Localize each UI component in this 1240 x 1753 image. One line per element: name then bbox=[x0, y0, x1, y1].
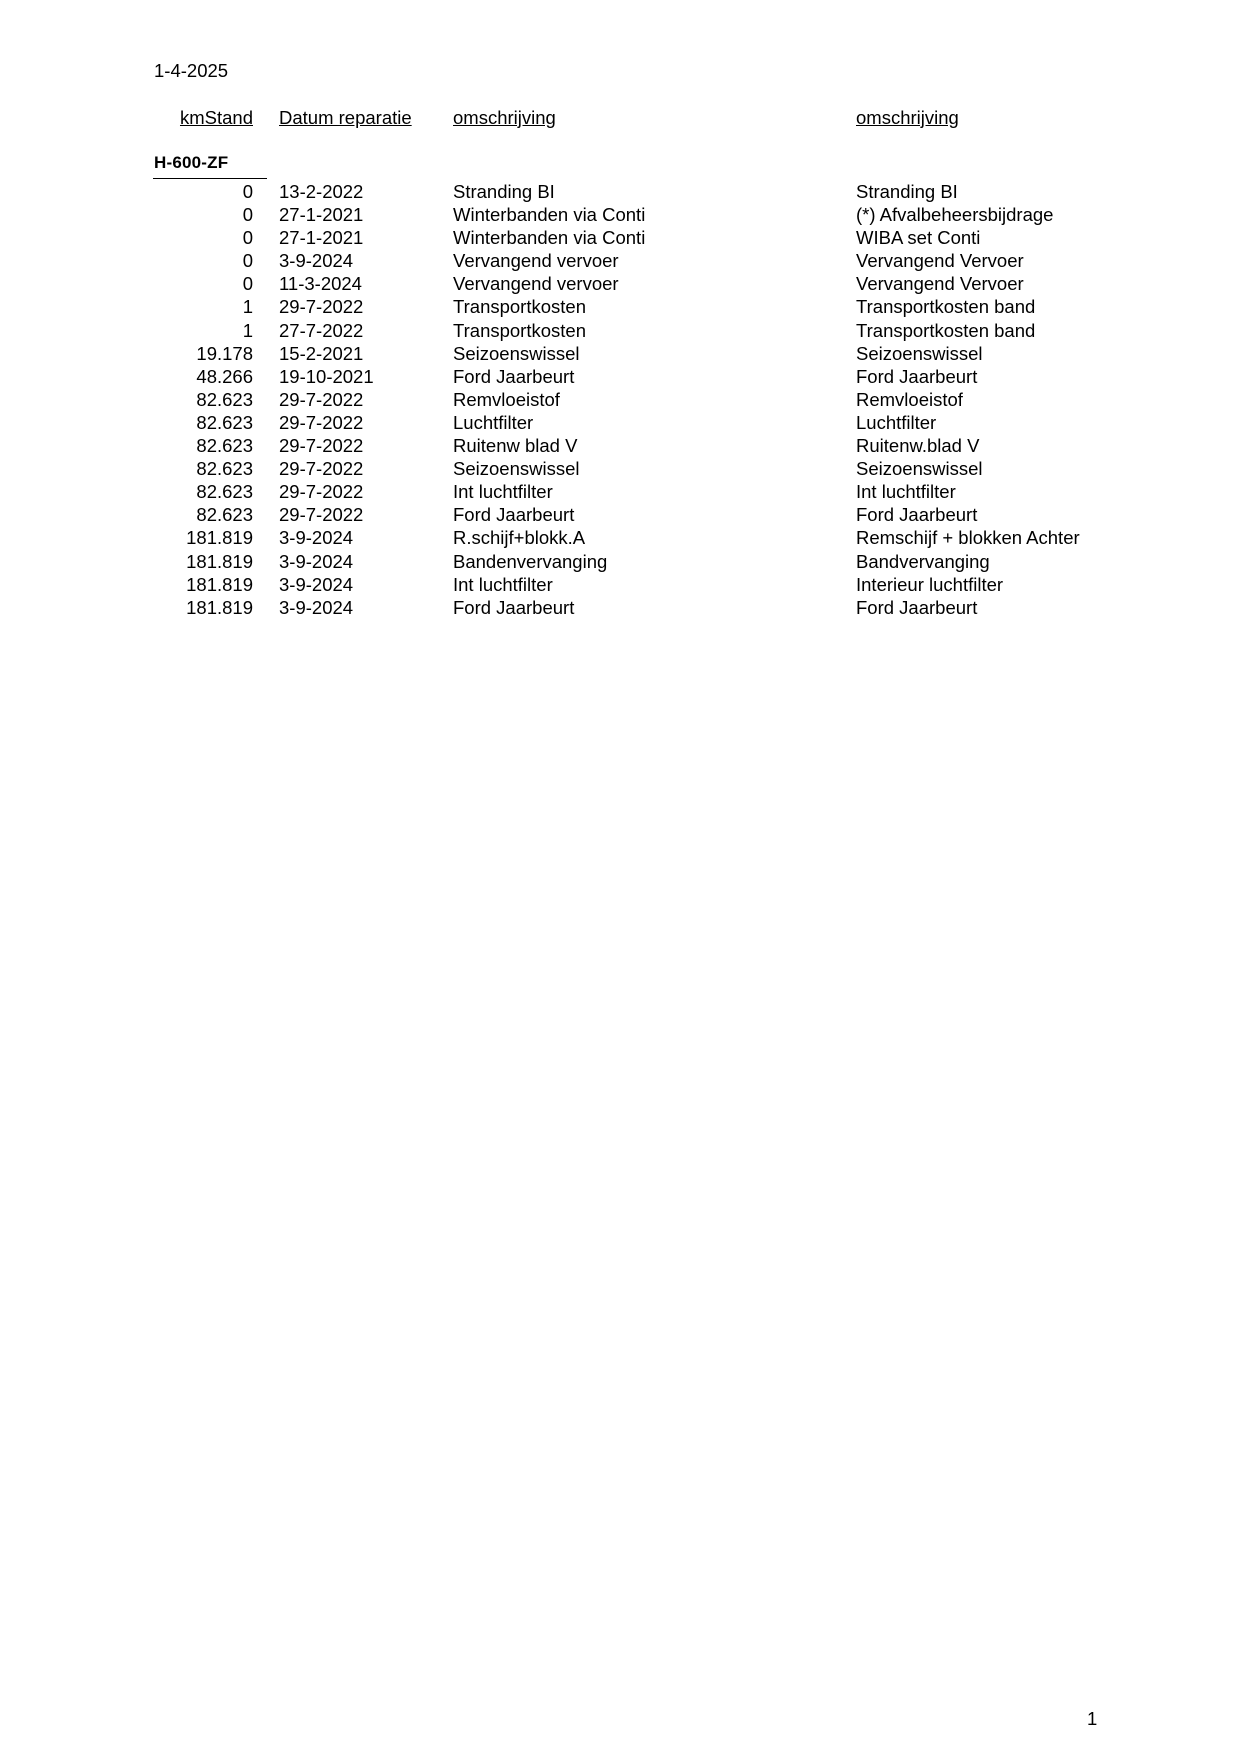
cell-datum-reparatie: 13-2-2022 bbox=[279, 181, 364, 202]
table-row bbox=[0, 180, 1240, 203]
cell-omschrijving-2: (*) Afvalbeheersbijdrage bbox=[856, 204, 1054, 226]
cell-kmstand: 0 bbox=[242, 273, 253, 295]
cell-omschrijving-1: Winterbanden via Conti bbox=[453, 227, 646, 249]
column-header-datum-reparatie: Datum reparatie bbox=[279, 107, 412, 128]
cell-datum-reparatie: 29-7-2022 bbox=[279, 504, 364, 526]
cell-kmstand: 1 bbox=[242, 319, 253, 341]
cell-kmstand: 0 bbox=[242, 204, 253, 226]
table-row bbox=[0, 573, 1240, 596]
cell-omschrijving-1: Stranding BI bbox=[453, 181, 555, 202]
cell-datum-reparatie: 3-9-2024 bbox=[279, 250, 354, 272]
cell-kmstand: 1 bbox=[242, 296, 253, 318]
cell-omschrijving-2: Int luchtfilter bbox=[856, 481, 956, 503]
cell-omschrijving-2: Ford Jaarbeurt bbox=[856, 365, 978, 387]
column-header-row bbox=[0, 105, 1240, 131]
cell-omschrijving-2: Remvloeistof bbox=[856, 388, 963, 410]
cell-omschrijving-2: Transportkosten band bbox=[856, 296, 1036, 318]
cell-omschrijving-1: Ford Jaarbeurt bbox=[453, 504, 575, 526]
cell-datum-reparatie: 15-2-2021 bbox=[279, 342, 364, 364]
cell-kmstand: 181.819 bbox=[186, 573, 253, 595]
cell-kmstand: 0 bbox=[242, 181, 253, 202]
print-date: 1-4-2025 bbox=[154, 60, 229, 81]
cell-omschrijving-1: Ruitenw blad V bbox=[453, 435, 578, 457]
cell-omschrijving-2: WIBA set Conti bbox=[856, 227, 981, 249]
cell-datum-reparatie: 3-9-2024 bbox=[279, 550, 354, 572]
table-row bbox=[0, 388, 1240, 411]
cell-omschrijving-2: Luchtfilter bbox=[856, 411, 937, 433]
cell-omschrijving-1: Remvloeistof bbox=[453, 388, 560, 410]
table-row bbox=[0, 365, 1240, 388]
repair-table-body bbox=[0, 180, 1240, 619]
cell-omschrijving-1: Int luchtfilter bbox=[453, 573, 553, 595]
cell-kmstand: 0 bbox=[242, 227, 253, 249]
table-row bbox=[0, 411, 1240, 434]
column-header-kmstand: kmStand bbox=[179, 107, 253, 128]
cell-omschrijving-1: Seizoenswissel bbox=[453, 458, 580, 480]
cell-omschrijving-1: Int luchtfilter bbox=[453, 481, 553, 503]
cell-omschrijving-1: Transportkosten bbox=[453, 296, 586, 318]
cell-kmstand: 82.623 bbox=[196, 481, 253, 503]
cell-omschrijving-2: Ford Jaarbeurt bbox=[856, 504, 978, 526]
cell-omschrijving-2: Seizoenswissel bbox=[856, 458, 983, 480]
table-row bbox=[0, 295, 1240, 318]
cell-omschrijving-1: R.schijf+blokk.A bbox=[453, 527, 586, 549]
cell-kmstand: 82.623 bbox=[196, 388, 253, 410]
cell-kmstand: 0 bbox=[242, 250, 253, 272]
column-header-omschrijving-2: omschrijving bbox=[856, 107, 959, 128]
cell-datum-reparatie: 29-7-2022 bbox=[279, 411, 364, 433]
table-row bbox=[0, 480, 1240, 503]
cell-kmstand: 181.819 bbox=[186, 527, 253, 549]
cell-datum-reparatie: 11-3-2024 bbox=[279, 273, 362, 295]
cell-omschrijving-1: Vervangend vervoer bbox=[453, 250, 619, 272]
cell-datum-reparatie: 29-7-2022 bbox=[279, 296, 364, 318]
cell-omschrijving-2: Bandvervanging bbox=[856, 550, 990, 572]
group-label-divider bbox=[153, 178, 267, 179]
cell-omschrijving-2: Ruitenw.blad V bbox=[856, 435, 980, 457]
cell-omschrijving-1: Winterbanden via Conti bbox=[453, 204, 646, 226]
page-number: 1 bbox=[1087, 1708, 1098, 1729]
cell-kmstand: 181.819 bbox=[186, 550, 253, 572]
cell-omschrijving-1: Transportkosten bbox=[453, 319, 586, 341]
cell-datum-reparatie: 3-9-2024 bbox=[279, 573, 354, 595]
cell-omschrijving-2: Vervangend Vervoer bbox=[856, 273, 1024, 295]
cell-kmstand: 19.178 bbox=[196, 342, 253, 364]
cell-omschrijving-2: Seizoenswissel bbox=[856, 342, 983, 364]
cell-datum-reparatie: 3-9-2024 bbox=[279, 596, 354, 618]
cell-omschrijving-1: Luchtfilter bbox=[453, 411, 534, 433]
table-row bbox=[0, 272, 1240, 295]
cell-omschrijving-1: Vervangend vervoer bbox=[453, 273, 619, 295]
table-row bbox=[0, 203, 1240, 226]
cell-omschrijving-1: Ford Jaarbeurt bbox=[453, 596, 575, 618]
table-row bbox=[0, 434, 1240, 457]
table-row bbox=[0, 457, 1240, 480]
cell-kmstand: 82.623 bbox=[196, 458, 253, 480]
column-header-omschrijving-1: omschrijving bbox=[453, 107, 556, 128]
cell-datum-reparatie: 29-7-2022 bbox=[279, 435, 364, 457]
table-row bbox=[0, 342, 1240, 365]
cell-datum-reparatie: 29-7-2022 bbox=[279, 481, 364, 503]
cell-datum-reparatie: 29-7-2022 bbox=[279, 388, 364, 410]
cell-omschrijving-2: Stranding BI bbox=[856, 181, 958, 202]
cell-omschrijving-2: Remschijf + blokken Achter bbox=[856, 527, 1080, 549]
cell-kmstand: 82.623 bbox=[196, 411, 253, 433]
cell-omschrijving-1: Bandenvervanging bbox=[453, 550, 608, 572]
cell-omschrijving-2: Vervangend Vervoer bbox=[856, 250, 1024, 272]
cell-omschrijving-2: Ford Jaarbeurt bbox=[856, 596, 978, 618]
cell-datum-reparatie: 27-1-2021 bbox=[279, 227, 364, 249]
table-row bbox=[0, 226, 1240, 249]
cell-kmstand: 181.819 bbox=[186, 596, 253, 618]
vehicle-group-label: H-600-ZF bbox=[154, 153, 229, 172]
table-row bbox=[0, 596, 1240, 619]
table-row bbox=[0, 550, 1240, 573]
table-row bbox=[0, 249, 1240, 272]
cell-kmstand: 82.623 bbox=[196, 435, 253, 457]
cell-datum-reparatie: 19-10-2021 bbox=[279, 365, 374, 387]
cell-omschrijving-1: Ford Jaarbeurt bbox=[453, 365, 575, 387]
cell-datum-reparatie: 3-9-2024 bbox=[279, 527, 354, 549]
cell-omschrijving-2: Interieur luchtfilter bbox=[856, 573, 1004, 595]
cell-datum-reparatie: 27-1-2021 bbox=[279, 204, 364, 226]
table-row bbox=[0, 319, 1240, 342]
cell-kmstand: 48.266 bbox=[196, 365, 253, 387]
cell-datum-reparatie: 27-7-2022 bbox=[279, 319, 364, 341]
cell-omschrijving-1: Seizoenswissel bbox=[453, 342, 580, 364]
cell-omschrijving-2: Transportkosten band bbox=[856, 319, 1036, 341]
table-row bbox=[0, 503, 1240, 526]
cell-datum-reparatie: 29-7-2022 bbox=[279, 458, 364, 480]
table-row bbox=[0, 526, 1240, 549]
cell-kmstand: 82.623 bbox=[196, 504, 253, 526]
